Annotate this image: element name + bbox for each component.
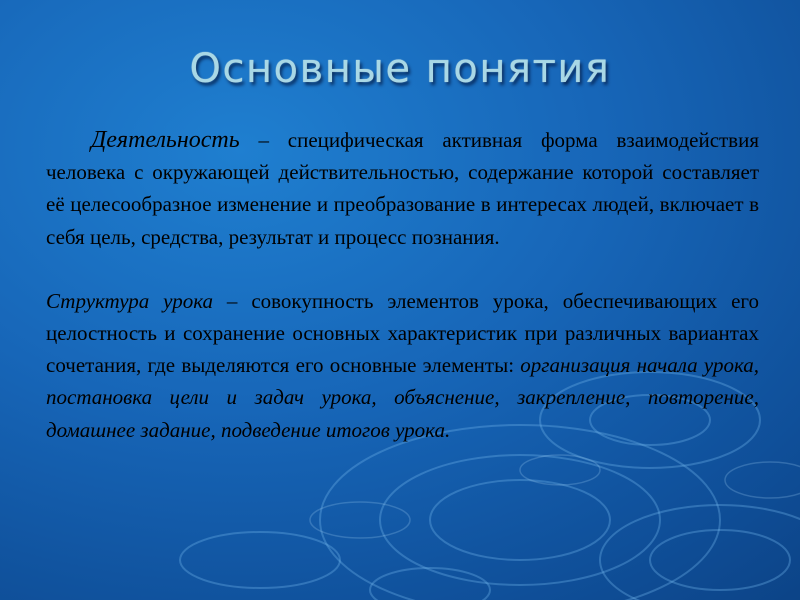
slide-body (46, 124, 759, 446)
definition-lesson-structure (46, 285, 759, 446)
term-activity: Деятельность (91, 127, 240, 153)
paragraph-spacer (46, 253, 759, 285)
slide-title: Основные понятия (189, 46, 611, 92)
definition-activity (46, 124, 759, 253)
definition-dash: – (239, 128, 288, 152)
definition-dash: – (213, 288, 252, 313)
lesson-elements-list: организация начала урока, постановка цели и задач урока, объяснение, закрепление, повторение, домашнее задание, подведение итогов урока. (46, 353, 759, 442)
term-lesson-structure: Структура урока (46, 288, 214, 313)
definition-activity-text: специфическая активная форма взаимодействия человека с окружающей действительностью, содержание которой составляет её целесообразное изменение и преобразование в интересах людей, включает в себя цель, средства, результат и процесс познания. (46, 128, 759, 249)
definition-lesson-structure-text: совокупность элементов урока, обеспечивающих его целостность и сохранение основных характеристик при различных вариантах сочетания, где выделяются его основные элементы: (46, 288, 759, 378)
